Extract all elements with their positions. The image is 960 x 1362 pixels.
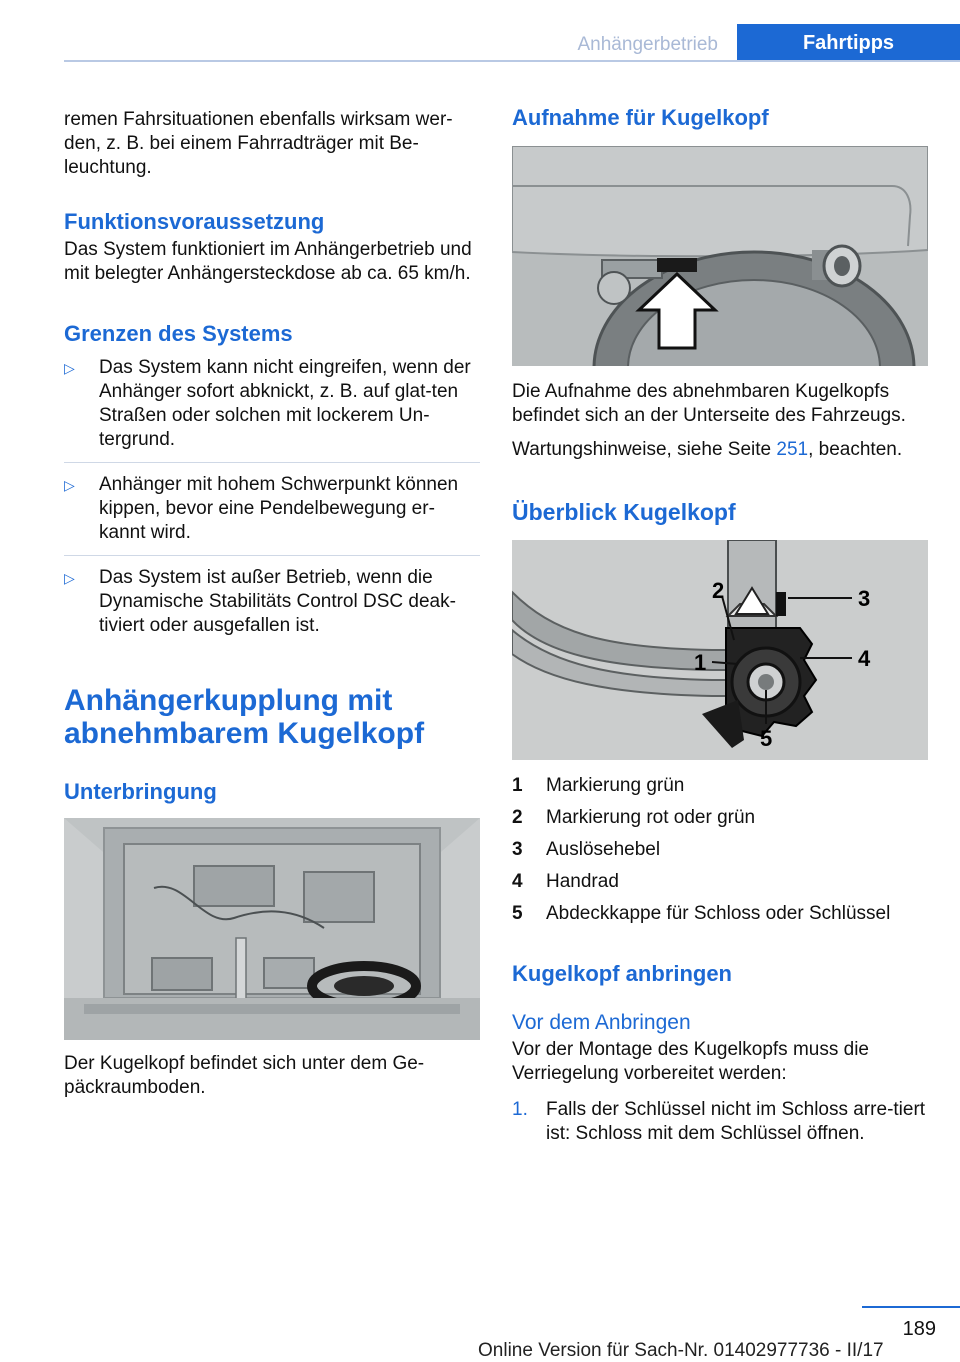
legend-list (512, 774, 928, 926)
hitch-receiver-illustration (512, 146, 928, 366)
list-item-text: Das System ist außer Betrieb, wenn die Dynamische Stabilitäts Control DSC deak-tiviert oder ausgefallen ist. (99, 567, 456, 636)
grenzen-list (64, 356, 480, 638)
step-item (512, 1098, 928, 1146)
legend-number: 3 (512, 839, 523, 860)
triangle-bullet-icon: ▷ (64, 477, 75, 493)
list-item-text: Das System kann nicht eingreifen, wenn der Anhänger sofort abknickt, z. B. auf glat-ten Straßen oder solchen mit lockerem Un-tergrund. (99, 357, 471, 450)
right-column (512, 100, 928, 1146)
list-divider (64, 555, 480, 556)
heading-anhaengerkupplung: Anhängerkupplung mit abnehmbarem Kugelkopf (64, 684, 425, 750)
legend-text: Markierung rot oder grün (546, 807, 756, 828)
step-text: Falls der Schlüssel nicht im Schloss arre-tiert ist: Schloss mit dem Schlüssel öffnen. (546, 1099, 926, 1144)
heading-funktionsvoraussetzung: Funktionsvoraussetzung (64, 209, 325, 234)
header-rule (64, 60, 960, 62)
header-tab-fahrtipps[interactable] (737, 24, 960, 62)
heading-grenzen: Grenzen des Systems (64, 321, 293, 346)
callout-3: 3 (858, 586, 871, 611)
wartung-text-before: Wartungshinweise, siehe Seite (512, 439, 777, 460)
legend-text: Markierung grün (546, 775, 685, 796)
left-column (64, 100, 480, 1100)
heading-anbringen: Kugelkopf anbringen (512, 961, 732, 986)
trunk-caption: Der Kugelkopf befindet sich unter dem Ge-päckraumboden. (64, 1053, 425, 1098)
legend-text: Handrad (546, 871, 619, 892)
footer-rule (862, 1306, 960, 1308)
callout-1: 1 (694, 650, 707, 675)
header-section-label: Anhängerbetrieb (577, 34, 718, 55)
callout-5: 5 (760, 726, 773, 751)
legend-text: Abdeckkappe für Schloss oder Schlüssel (546, 903, 891, 924)
legend-item (512, 902, 928, 926)
heading-aufnahme: Aufnahme für Kugelkopf (512, 105, 769, 130)
legend-number: 5 (512, 903, 523, 924)
legend-number: 4 (512, 871, 523, 892)
page-number: 189 (902, 1318, 936, 1340)
footer-online-version-note: Online Version für Sach-Nr. 01402977736 - II/17 (478, 1340, 884, 1361)
legend-item (512, 774, 928, 798)
intro-paragraph: remen Fahrsituationen ebenfalls wirksam wer-den, z. B. bei einem Fahrradträger mit Be-leuchtung. (64, 109, 453, 178)
wartung-text-after: , beachten. (808, 439, 903, 460)
legend-item (512, 806, 928, 830)
list-item-text: Anhänger mit hohem Schwerpunkt können kippen, bevor eine Pendelbewegung er-kannt wird. (99, 474, 459, 543)
list-item (64, 356, 480, 452)
wartung-paragraph (512, 438, 928, 462)
vor-paragraph: Vor der Montage des Kugelkopfs muss die Verriegelung vorbereitet werden: (512, 1039, 869, 1084)
legend-item (512, 870, 928, 894)
page-link-251[interactable]: 251 (776, 439, 809, 460)
triangle-bullet-icon: ▷ (64, 360, 75, 376)
legend-number: 2 (512, 807, 523, 828)
ball-head-overview-illustration (512, 540, 928, 760)
heading-unterbringung: Unterbringung (64, 779, 217, 804)
list-divider (64, 462, 480, 463)
list-item (64, 473, 480, 545)
callout-2: 2 (712, 578, 725, 603)
callout-4: 4 (858, 646, 871, 671)
legend-item (512, 838, 928, 862)
list-item (64, 566, 480, 638)
heading-vor-dem-anbringen: Vor dem Anbringen (512, 1011, 691, 1034)
step-number: 1. (512, 1099, 528, 1120)
funktion-paragraph: Das System funktioniert im Anhängerbetrieb und mit belegter Anhängersteckdose ab ca. 65 km/h. (64, 239, 472, 284)
heading-ueberblick: Überblick Kugelkopf (512, 499, 736, 525)
legend-text: Auslösehebel (546, 839, 661, 860)
triangle-bullet-icon: ▷ (64, 570, 75, 586)
header-tab-label: Fahrtipps (802, 31, 895, 54)
trunk-floor-illustration (64, 818, 480, 1040)
aufnahme-paragraph: Die Aufnahme des abnehmbaren Kugelkopfs befindet sich an der Unterseite des Fahrzeugs. (512, 381, 906, 426)
legend-number: 1 (512, 775, 523, 796)
